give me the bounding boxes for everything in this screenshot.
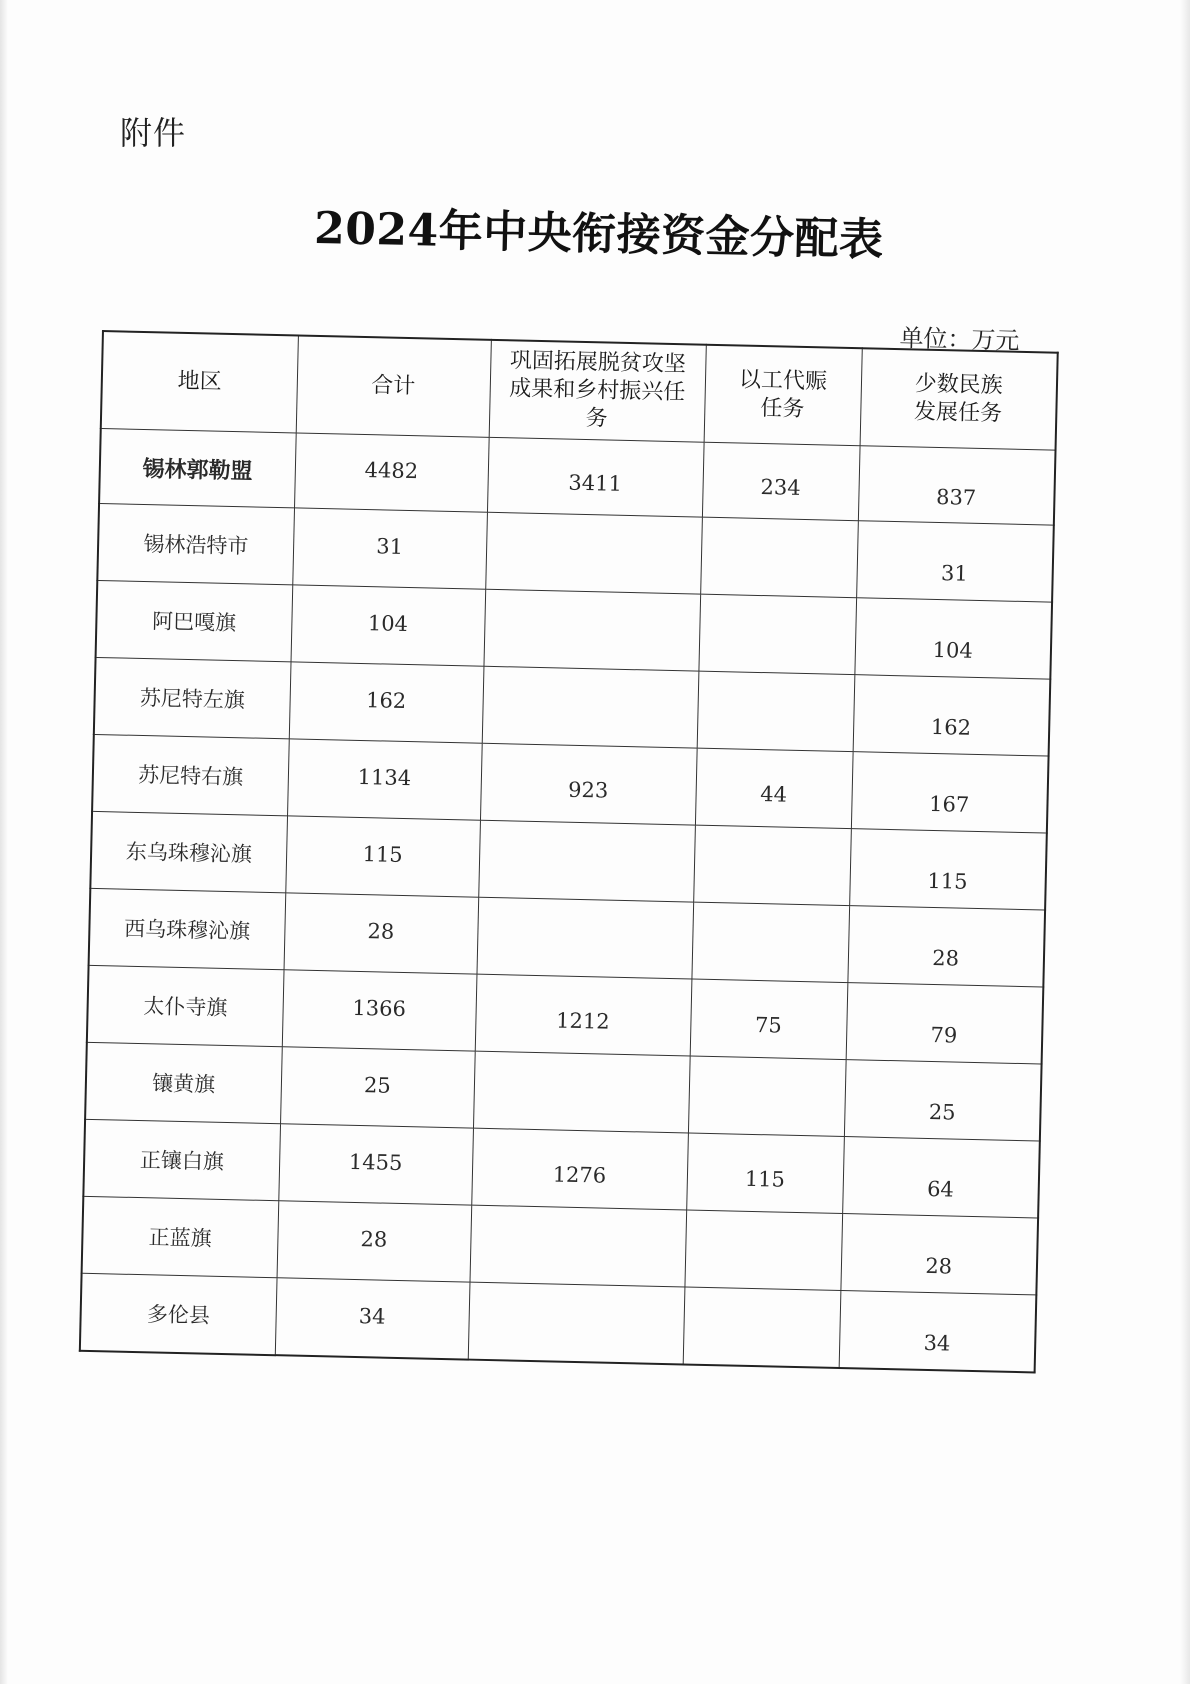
- allocation-table: [79, 330, 1059, 1373]
- cell-minority-value: 837: [935, 484, 977, 510]
- cell-total: [280, 1047, 475, 1128]
- cell-region: [92, 734, 289, 815]
- cell-minority-value: 79: [930, 1022, 958, 1048]
- cell-total: [284, 893, 479, 974]
- cell-total: [292, 508, 487, 589]
- cell-total: [291, 585, 486, 666]
- unit-label: 单位：万元: [899, 323, 1020, 355]
- cell-total-value: 28: [360, 1227, 388, 1252]
- cell-consolidation: [478, 820, 695, 902]
- cell-minority-value: 28: [932, 946, 960, 971]
- cell-consolidation-value: 1212: [555, 1008, 610, 1034]
- cell-work-relief: [693, 825, 851, 906]
- column-header-work-relief: [704, 345, 862, 446]
- column-header-total: 合计: [296, 335, 491, 437]
- cell-total-value: 34: [358, 1304, 386, 1329]
- column-header-consolidation: [489, 340, 706, 442]
- cell-region-value: 正镶白旗: [139, 1148, 225, 1174]
- cell-minority-value: 115: [927, 868, 968, 894]
- cell-consolidation: [475, 974, 692, 1056]
- cell-minority: [849, 829, 1047, 910]
- column-header-minority-text: 少数民族发展任务: [913, 371, 1003, 427]
- cell-consolidation: [468, 1282, 685, 1364]
- cell-consolidation-value: 1276: [552, 1162, 607, 1188]
- cell-minority-value: 64: [926, 1176, 955, 1202]
- cell-minority: [839, 1290, 1037, 1372]
- cell-minority: [851, 752, 1049, 833]
- cell-region-value: 东乌珠穆沁旗: [125, 839, 253, 867]
- cell-region: [87, 965, 284, 1046]
- cell-region: [85, 1042, 282, 1123]
- cell-region: [94, 657, 291, 738]
- cell-total: [285, 816, 480, 897]
- cell-total: [277, 1201, 472, 1282]
- cell-minority-value: 31: [940, 561, 969, 586]
- cell-work-relief: [702, 442, 860, 521]
- cell-minority-value: 34: [923, 1330, 951, 1356]
- cell-region: [90, 811, 287, 892]
- cell-total-value: 4482: [364, 457, 419, 484]
- cell-total: [275, 1278, 470, 1360]
- column-header-consolidation-text: 巩固拓展脱贫攻坚成果和乡村振兴任务: [508, 348, 687, 432]
- cell-region-value: 锡林浩特市: [143, 531, 249, 559]
- cell-minority: [853, 675, 1051, 756]
- cell-consolidation: [487, 437, 704, 517]
- cell-total-value: 104: [367, 611, 409, 637]
- allocation-table-wrapper: [79, 330, 1059, 1373]
- cell-work-relief: [700, 517, 858, 598]
- cell-minority-value: 25: [928, 1099, 956, 1125]
- cell-consolidation: [469, 1205, 686, 1287]
- cell-minority: [842, 1137, 1040, 1218]
- cell-minority-value: 162: [930, 714, 972, 740]
- cell-region-value: 镶黄旗: [151, 1071, 216, 1097]
- cell-consolidation-value: 3411: [568, 470, 623, 496]
- cell-region: [80, 1273, 277, 1355]
- cell-total-value: 162: [365, 688, 407, 713]
- cell-work-relief-value: 234: [760, 474, 801, 500]
- cell-total: [294, 433, 489, 512]
- cell-region-value: 太仆寺旗: [143, 994, 228, 1021]
- cell-total: [282, 970, 477, 1051]
- cell-total-value: 28: [367, 919, 395, 944]
- column-header-work-relief-text: 以工代赈任务: [738, 367, 828, 422]
- scan-edge-left: [0, 0, 8, 1684]
- cell-work-relief: [684, 1210, 842, 1291]
- cell-region-value: 西乌珠穆沁旗: [123, 916, 251, 944]
- scan-edge-right: [1180, 0, 1190, 1684]
- cell-work-relief-value: 75: [754, 1012, 783, 1038]
- cell-minority: [840, 1214, 1038, 1295]
- cell-total: [289, 662, 484, 743]
- cell-consolidation: [473, 1051, 690, 1133]
- cell-consolidation: [483, 589, 700, 671]
- cell-total-value: 1134: [357, 764, 412, 791]
- cell-total-value: 115: [362, 842, 403, 867]
- cell-region: [96, 580, 293, 661]
- cell-minority: [854, 598, 1052, 679]
- cell-consolidation: [485, 512, 702, 594]
- cell-minority: [844, 1060, 1042, 1141]
- cell-work-relief: [688, 1056, 846, 1137]
- cell-work-relief: [698, 594, 856, 675]
- cell-total-value: 31: [376, 534, 404, 559]
- document-title: 2024年中央衔接资金分配表: [313, 202, 885, 266]
- cell-minority: [858, 446, 1056, 525]
- cell-consolidation: [471, 1128, 688, 1210]
- cell-region: [97, 503, 294, 584]
- cell-work-relief: [695, 748, 853, 829]
- cell-consolidation-value: 923: [567, 777, 609, 803]
- cell-region-value: 正蓝旗: [148, 1225, 212, 1251]
- cell-total-value: 25: [363, 1073, 392, 1098]
- cell-region-value: 多伦县: [146, 1302, 211, 1328]
- attachment-label: 附件: [120, 114, 187, 152]
- cell-minority-value: 167: [928, 791, 970, 817]
- cell-work-relief-value: 115: [744, 1166, 786, 1192]
- cell-region-value: 苏尼特右旗: [137, 762, 244, 790]
- cell-minority: [846, 983, 1044, 1064]
- cell-consolidation: [476, 897, 693, 979]
- column-header-minority: [860, 348, 1058, 450]
- cell-region-value: 锡林郭勒盟: [142, 456, 253, 484]
- cell-total-value: 1366: [352, 995, 407, 1022]
- cell-work-relief-value: 44: [759, 782, 788, 807]
- cell-region-value: 阿巴嘎旗: [151, 609, 237, 636]
- cell-minority-value: 104: [932, 637, 974, 663]
- cell-region: [99, 428, 296, 507]
- cell-region: [82, 1196, 279, 1277]
- cell-work-relief: [697, 671, 855, 752]
- cell-consolidation: [480, 743, 697, 825]
- cell-total: [278, 1124, 473, 1205]
- cell-minority: [856, 521, 1054, 602]
- cell-total-value: 1455: [348, 1149, 403, 1176]
- cell-region: [89, 888, 286, 969]
- cell-total: [287, 739, 482, 820]
- cell-region-value: 苏尼特左旗: [139, 685, 246, 713]
- cell-work-relief: [690, 979, 848, 1060]
- cell-work-relief: [691, 902, 849, 983]
- cell-minority-value: 28: [925, 1253, 953, 1279]
- cell-work-relief: [683, 1287, 841, 1368]
- cell-work-relief: [686, 1133, 844, 1214]
- cell-region: [83, 1119, 280, 1200]
- cell-minority: [847, 906, 1045, 987]
- column-header-region: 地区: [101, 331, 298, 433]
- cell-consolidation: [482, 666, 699, 748]
